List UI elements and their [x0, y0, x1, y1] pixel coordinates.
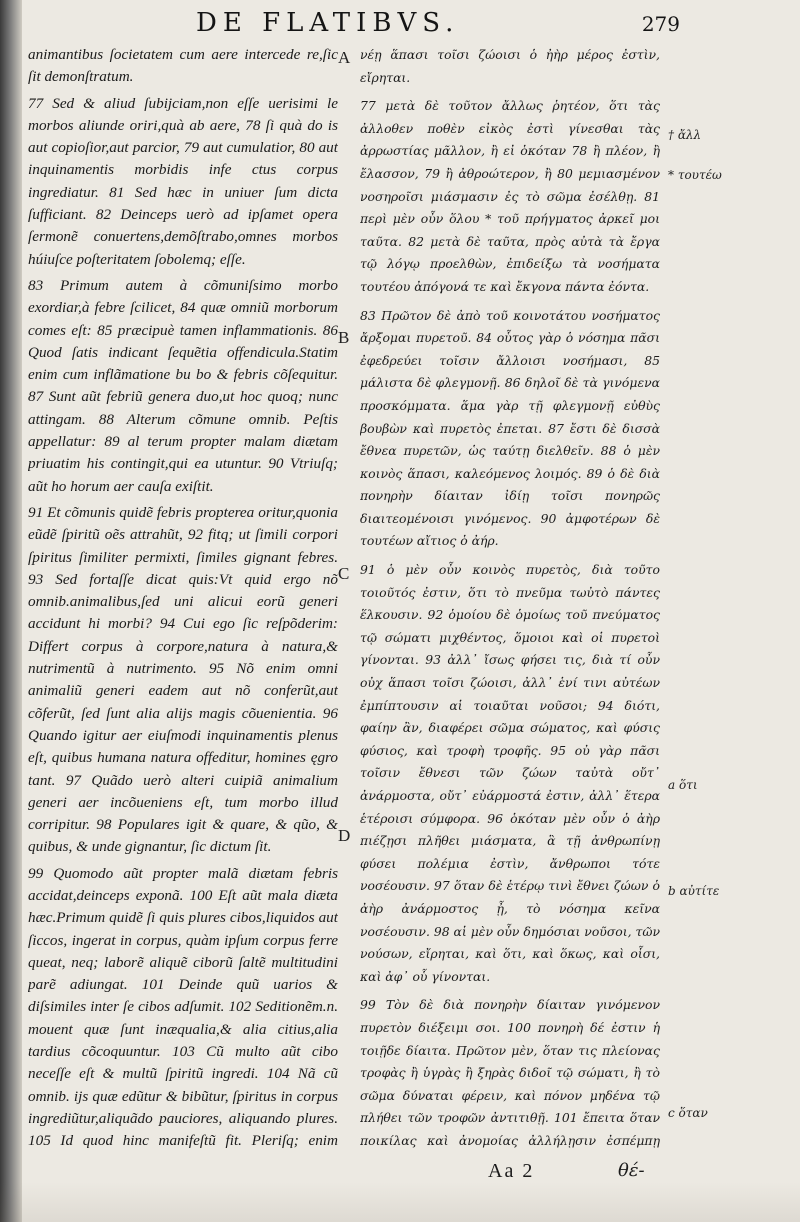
margin-notes — [668, 44, 792, 1154]
greek-paragraph: 77 μετὰ δὲ τοῦτον ἄλλως ῥητέον, ὅτι τὰς ἀλλοθεν ποθὲν εἰκὸς ἐστὶ γίνεσθαι τὰς ἀρρωστίας μᾶλλον, ἢ εἰ ὁκόταν 78 ἢ πλέον, ἢ ἔλασσον, 79 ἢ ἀθροώτερον, ἢ 80 μεμιασμένον νοσηροῖσι μιάσμασιν ἐς τὸ σῶμα ἐσέλθῃ. 81 περὶ μὲν οὖν ὅλου * τοῦ πρήγματος ἀρκεῖ μοι ταῦτα. 82 μετὰ δὲ ταῦτα, πρὸς αὐτὰ τὰ ἔργα τῷ λόγῳ προελθὼν, ἐπιδείξω τὰ νοσήματα τουτέου ἀπόγονά τε καὶ ἔκγονα πάντα ἐόντα. — [360, 98, 660, 294]
section-marker-b: B — [338, 328, 350, 347]
section-marker-a: A — [338, 48, 351, 67]
latin-paragraph: 99 Quomodo aũt propter malã diætam febris accidat,deinceps exponã. 100 Eſt aũt mala diæta hæc.Primum quidẽ ſi quis plures cibos,liquidos aut ſiccos, ingerat in corpus, quàm ipſum corpus ferre queat, neq; laborẽ aliquẽ ciborũ ſaltẽ multitudini parẽ adiungat. 101 Deinde quũ uarios & diſsimiles inter ſe cibos adſumit. 102 Seditionẽm.n. mouent quæ ſunt inæqualia,& alia citius,alia tardius cõcoquuntur. 103 Cũ multo aũt cibo neceſſe eſt & multũ ſpiritũ ingredi. 104 Nã cũ omnib. ijs quæ edũtur & bibũtur, ſpiritus in corpus ingrediũtur,aliquãdo pauciores, aliquando plures. 105 Id quod hinc manifeſtũ fit. Pleriſq; enim — [28, 864, 338, 1150]
greek-paragraph: νέῃ ἅπασι τοῖσι ζώοισι ὁ ἠὴρ μέρος ἐστὶν, εἴρηται. — [360, 47, 660, 85]
greek-paragraph: 99 Τὸν δὲ διὰ πονηρὴν δίαιταν γινόμενον πυρετὸν διέξειμι σοι. 100 πονηρὴ δέ ἐστιν ἡ τοιῇδε δίαιτα. Πρῶτον μὲν, ὅταν τις πλείονας τροφὰς ἢ ὑγρὰς ἢ ξηρὰς διδοῖ τῷ σώματι, ἢ τὸ σῶμα δύναται φέρειν, καὶ πόνον μηδένα τῷ πλήθει τῶν τροφῶν ἀντιτιθῇ. 101 ἔπειτα ὅταν ποικίλας καὶ ἀνομοίας ἀλλήλῃσιν ἐσπέμπῃ — [360, 997, 660, 1148]
section-marker-c: C — [338, 564, 350, 583]
latin-paragraph: 83 Primum autem à cõmuniſsimo morbo exordiar,à febre ſcilicet, 84 quæ omniũ morborum comes eſt: 85 præcipuè tamen inflammationis. 86 Quod ſatis indicant ſequẽtia offendicula.Statim enim cum inflãmatione bu bo & febris cõſequitur. 87 Sunt aũt febriũ genera duo,ut hoc quoq; nunc attingam. 88 Alterum cõmune omnib. Peſtis appellatur: 89 al terum propter malam diætam priuatim his contingit,qui ea utuntur. 90 Vtriuſq; aũt ho horum aer cauſa exiſtit. — [28, 276, 338, 495]
latin-paragraph: 91 Et cõmunis quidẽ febris propterea oritur,quonia eũdẽ ſpiritũ oẽs attrahũt, 92 fitq; ut ſimili corpori ſpiritus ſimiliter permixti, ſimiles gignant febres. 93 Sed fortaſſe dicat quis:Vt quid ergo nõ omnib.animalibus,ſed uni alicui eorũ generi accidunt hi morbi? 94 Cui ego ſic reſpõderim: Differt corpus à corpore,natura à natura,& nutrimentũ à nutrimento. 95 Nõ enim omni animaliũ generi eadem aut nõ conferũt,aut cõferũt, ſed ſunt alia alijs magis cõuenientia. 96 Quando igitur aer eiuſmodi inquinamentis plenus eſt, quibus humana natura offeditur, homines ęgro tant. 97 Quãdo uerò alteri cuipiã animalium generi aer incõueniens eſt, tum morbo illud corripitur. 98 Populares igit & quare, & qũo, & quibus, & unde gignantur, ſic dictum ſit. — [28, 503, 338, 856]
latin-paragraph: animantibus ſocietatem cum aere intercede re,ſic ſit demonſtratum. — [28, 46, 338, 86]
section-markers — [336, 44, 356, 1154]
page-header — [190, 8, 680, 42]
signature-mark: Aa 2 — [488, 1160, 535, 1182]
paper-stain — [0, 1182, 800, 1222]
margin-note: c ὅταν — [668, 1106, 708, 1120]
greek-column — [360, 44, 660, 1154]
margin-note: † ἄλλ — [668, 128, 702, 142]
margin-note: a ὅτι — [668, 778, 698, 792]
catchword: θέ- — [618, 1160, 645, 1181]
greek-paragraph: 91 ὁ μὲν οὖν κοινὸς πυρετὸς, διὰ τοῦτο τοιοῦτός ἐστιν, ὅτι τὸ πνεῦμα τωὐτὸ πάντες ἕλκουσιν. 92 ὁμοίου δὲ ὁμοίως τοῦ πνεύματος τῷ σώματι μιχθέντος, ὅμοιοι καὶ οἱ πυρετοὶ γίνονται. 93 ἀλλ᾽ ἴσως φήσει τις, διὰ τί οὖν οὐχ ἅπασι τοῖσι ζώοισι, ἀλλ᾽ ἑνί τινι αὐτέων ἐμπίπτουσιν αἱ τοιαῦται νοῦσοι; 94 διότι, φαίην ἂν, διαφέρει σῶμα σώματος, καὶ φύσις φύσιος, καὶ τροφὴ τροφῆς. 95 οὐ γὰρ πᾶσι τοῖσιν ἔθνεσι τῶν ζώων ταὐτὰ οὔτ᾽ ἀνάρμοστα, οὔτ᾽ εὐάρμοστά ἐστιν, ἀλλ᾽ ἕτερα ἑτέροισι σύμφορα. 96 ὁκόταν μὲν οὖν ὁ ἀὴρ πιέζῃσι πλῆθει μιάσματα, ἃ τῇ ἀνθρωπίνῃ φύσει πολέμια ἐστὶν, ἄνθρωποι τότε νοσέουσιν. 97 ὅταν δὲ ἑτέρῳ τινὶ ἔθνει ζώων ὁ ἀὴρ ἀνάρμοστος ᾖ, τὸ νόσημα κεῖνα νοσέουσιν. 98 αἱ μὲν οὖν δημόσιαι νοῦσοι, τῶν νούσων, εἴρηται, καὶ ὅτι, καὶ ὅκως, καὶ οἷσι, καὶ ἀφ᾽ οὗ γίνονται. — [360, 562, 660, 984]
margin-note: b αὐτίτε — [668, 884, 720, 898]
greek-paragraph: 83 Πρῶτον δὲ ἀπὸ τοῦ κοινοτάτου νοσήματος ἄρξομαι πυρετοῦ. 84 οὗτος γὰρ ὁ νόσημα πᾶσι ἐφεδρεύει τοῖσιν ἄλλοισι νοσήμασι, 85 μάλιστα δὲ φλεγμονῇ. 86 δηλοῖ δὲ τὰ γινόμενα προσκόμματα. ἅμα γὰρ τῇ φλεγμονῇ εὐθὺς βουβὼν καὶ πυρετὸς ἐπεται. 87 ἔστι δὲ δισσὰ ἔθνεα πυρετῶν, ὡς ταύτῃ διελθεῖν. 88 ὁ μὲν κοινὸς ἅπασι, καλεόμενος λοιμός. 89 ὁ δὲ διὰ πονηρὴν δίαιταν ἰδίῃ τοῖσι πονηρῶς διαιτεομένοισι γινόμενος. 90 ἀμφοτέρων δὲ τουτέων αἴτιος ὁ ἀήρ. — [360, 307, 660, 549]
latin-paragraph: 77 Sed & aliud ſubijciam,non eſſe uerisimi le morbos aliunde oriri,quà ab aere, 78 ſi quà do is aut copioſior,aut parcior, 79 aut cumulatior, 80 aut inquinamentis morbidis infe ctus corpus ingrediatur. 81 Sed hæc in uniuer ſum dicta ſufficiant. 82 Deinceps uerò ad ipſamet opera ſermonẽ conuertens,demõſtrabo,omnes morbos húiuſce poſteritatem ſobolemq; eſſe. — [28, 94, 338, 268]
page-number: 279 — [641, 12, 680, 36]
margin-note: * τουτέω — [668, 168, 722, 182]
latin-column — [28, 44, 338, 1154]
running-head: DE FLATIBVS. — [196, 8, 460, 38]
page-binding-shadow — [0, 0, 22, 1222]
section-marker-d: D — [338, 826, 351, 845]
